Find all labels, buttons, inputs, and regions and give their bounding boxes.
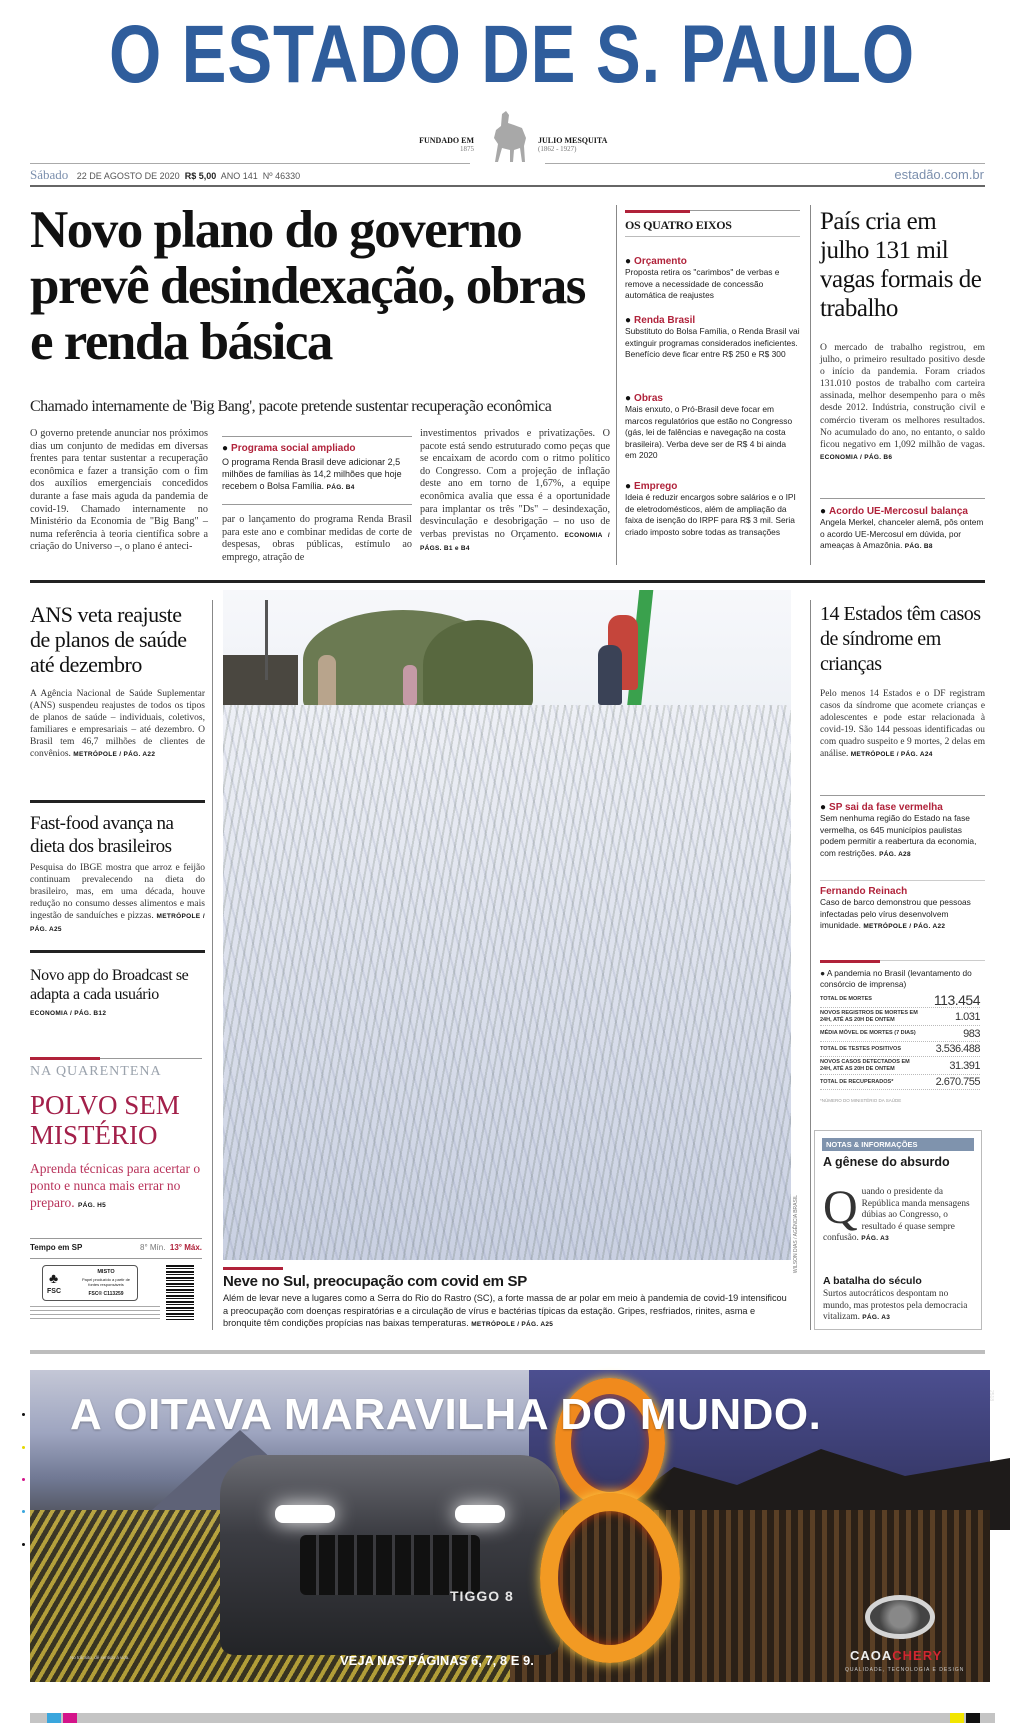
ad-code: 2518 [988, 1390, 994, 1402]
founded-info [412, 136, 474, 153]
ans-ref[interactable]: METRÓPOLE / PÁG. A22 [73, 751, 156, 758]
lead-box-text: O programa Renda Brasil deve adicionar 2,5 milhões de famílias às 14,2 milhões que hoje recebem o Bolsa Família. PÁG. B4 [222, 457, 402, 491]
vagas-headline[interactable]: País cria em julho 131 mil vagas formais de trabalho [820, 208, 982, 322]
weather [30, 1243, 202, 1252]
founder-years: (1862 - 1927) [538, 145, 577, 153]
dateline-number: Nº 46330 [262, 171, 301, 181]
lead-ref[interactable]: ECONOMIA / PÁGS. B1 e B4 [420, 531, 611, 553]
right-col-divider [810, 600, 811, 1330]
eixos-title: OS QUATRO EIXOS [625, 218, 732, 232]
lead-box-rule-top [222, 436, 412, 437]
notas2-title[interactable]: A batalha do século [823, 1275, 922, 1287]
eixo-kicker: Renda Brasil [634, 315, 696, 326]
broadcast-ref[interactable]: ECONOMIA / PÁG. B12 [30, 1010, 107, 1017]
eixos-rule-title [625, 236, 800, 237]
horseman-logo-icon [480, 110, 532, 165]
weather-label: Tempo em SP [30, 1243, 83, 1252]
dateline-date: 22 DE AGOSTO DE 2020 [76, 171, 180, 181]
lead-col2: par o lançamento do programa Renda Brasil para este ano e combinar medidas de corte de despesas, obras públicas, estímulo ao emprego, atração de [222, 514, 412, 563]
masthead-title[interactable]: O ESTADO DE S. PAULO [109, 9, 915, 100]
ad-top-rule [30, 1350, 985, 1354]
vagas-ref[interactable]: ECONOMIA / PÁG. B6 [820, 453, 893, 461]
caption-accent [223, 1267, 283, 1270]
polvo-headline[interactable]: POLVO SEM MISTÉRIO [30, 1090, 180, 1150]
left-col-divider [212, 600, 213, 1330]
barcode-icon [166, 1265, 194, 1320]
fastfood-ref[interactable]: METRÓPOLE / PÁG. A25 [30, 913, 205, 933]
weather-max: 13° Máx. [169, 1243, 202, 1252]
eixo-kicker: Emprego [634, 481, 678, 492]
notas2-text: Surtos autocráticos despontam no mundo, mas protestos pela democracia vitalizam. PÁG. A3 [823, 1289, 968, 1323]
vagas-rule [820, 498, 985, 499]
stat-row: TOTAL DE MORTES 113.454 [820, 991, 980, 1008]
tree-icon: ♣ [49, 1270, 59, 1286]
fsc-code: FSC® C113259 [88, 1291, 124, 1297]
stat-row: NOVOS REGISTROS DE MORTES EM 24H, ATÉ AS 20H DE ONTEM 1.031 [820, 1008, 980, 1026]
caption-headline[interactable]: Neve no Sul, preocupação com covid em SP [223, 1273, 527, 1290]
lead-subhead: Chamado internamente de 'Big Bang', pacote pretende sustentar recuperação econômica [30, 398, 552, 415]
ad-cta: VEJA NAS PÁGINAS 6, 7, 8 E 9. [340, 1653, 534, 1668]
snow-photo[interactable] [223, 590, 791, 1260]
ad-brand: CAOACHERY [850, 1648, 943, 1663]
pandemia-accent [820, 960, 880, 963]
sp-rule [820, 795, 985, 796]
ans-headline[interactable]: ANS veta reajuste de planos de saúde até dezembro [30, 602, 187, 677]
founded-year: 1875 [460, 145, 474, 153]
eixo-item-obras: ● Obras Mais enxuto, o Pró-Brasil deve focar em marcos regulatórios que estão no Congresso (gás, lei de falências e navegação na costa brasileira). Verba deve ser de R$ 4 bi ainda em 2020 [625, 393, 800, 462]
ans-rule [30, 800, 205, 803]
lead-box-kicker: ● Programa social ampliado [222, 443, 356, 454]
registration-mark [22, 1413, 25, 1416]
eixos-divider [616, 205, 617, 565]
dateline [30, 167, 300, 183]
eixo-text: Ideia é reduzir encargos sobre salários e o IPI de eletrodomésticos, além de ampliação da faixa de isenção do IRPF para R$ 3 mil. Seria criado imposto sobre todas as transações [625, 492, 796, 537]
registration-mark [22, 1446, 25, 1449]
vagas-brief-text: Angela Merkel, chanceler alemã, pôs ontem o acordo UE-Mercosul em dúvida, por ameaças à Amazônia. PÁG. B8 [820, 517, 984, 550]
fastfood-rule [30, 950, 205, 953]
fastfood-headline[interactable]: Fast-food avança na dieta dos brasileiros [30, 813, 174, 857]
stats-note: *NÚMERO DO MINISTÉRIO DA SAÚDE [820, 1098, 902, 1103]
caption-text: Além de levar neve a lugares como a Serra do Rio do Rastro (SC), a forte massa de ar polar em meio à pandemia de covid-19 intensificou a preocupação com doenças respiratórias e a circulação de vírus e bactérias típicas da estação. Gripes, resfriados, rinites, asma e bronquite têm condições propícias nas baixas temperaturas. METRÓPOLE / PÁG. A25 [223, 1293, 787, 1328]
chery-logo-icon [865, 1595, 935, 1639]
quarentena-accent [30, 1057, 100, 1060]
eixo-kicker: Orçamento [634, 256, 687, 267]
eixo-item-emprego: ● Emprego Ideia é reduzir encargos sobre salários e o IPI de eletrodomésticos, além de ampliação da faixa de isenção do IRPF para R$ 3 mil. Seria criado imposto sobre todas as transações [625, 481, 800, 538]
lead-box-rule-bottom [222, 504, 412, 505]
notas-box [814, 1130, 982, 1330]
sp-text: Sem nenhuma região do Estado na fase vermelha, os 645 municípios paulistas podem permitir a reabertura da economia, com restrições. PÁG. A28 [820, 813, 977, 858]
lead-box [222, 443, 412, 494]
quarentena-label: NA QUARENTENA [30, 1064, 162, 1079]
ad-slogan: QUALIDADE, TECNOLOGIA E DESIGN [845, 1667, 965, 1673]
fastfood-body: Pesquisa do IBGE mostra que arroz e feijão continuam prevalecendo na dieta do brasileiro, mas, em uma década, houve redução no consumo desses alimentos e mais ingestão de sanduíches e pizzas. METRÓPOLE / PÁG. A25 [30, 863, 205, 933]
masthead-rule-left [30, 163, 470, 164]
lead-col3: investimentos privados e privatizações. O pacote está sendo estruturado como peças que se encaixam de acordo com o ritmo político do Congresso. Com a projeção de inflação deste ano em torno de 1,67%, a equipe econômica avalia que essa é a oportunidade para implantar os três "Ds" – desindexação, desvinculação e desobrigação – no uso de verbas previstas no Orçamento. ECONOMIA / PÁGS. B1 e B4 [420, 428, 611, 553]
vagas-divider [810, 205, 811, 565]
registration-mark [22, 1543, 25, 1546]
reinach-brief [820, 886, 985, 933]
fsc-sub: Papel produzido a partir de fontes responsáveis [81, 1277, 131, 1287]
weather-rule-top [30, 1238, 202, 1239]
vagas-brief-kicker: Acordo UE-Mercosul balança [829, 506, 968, 517]
registration-mark [22, 1510, 25, 1513]
weather-min: 8° Mín. [140, 1243, 166, 1252]
section-rule [30, 580, 985, 583]
sp-kicker: SP sai da fase vermelha [829, 802, 943, 813]
ad-small-print: No trânsito, dê sentido à vida. [70, 1655, 130, 1660]
suv-image [220, 1455, 560, 1655]
sindrome-headline[interactable]: 14 Estados têm casos de síndrome em crianças [820, 603, 981, 675]
fsc-text: MISTO [97, 1269, 115, 1275]
caption-ref[interactable]: METRÓPOLE / PÁG. A25 [471, 1321, 554, 1328]
cyan-swatch [47, 1713, 61, 1723]
dateline-price: R$ 5,00 [184, 171, 217, 181]
weather-rule-bottom [30, 1258, 202, 1259]
polvo-body: Aprenda técnicas para acertar o ponto e nunca mais errar no preparo. PÁG. H5 [30, 1161, 201, 1210]
sindrome-body: Pelo menos 14 Estados e o DF registram casos da síndrome que acomete crianças e adolescentes e pode estar relacionada à covid-19. São 144 pessoas identificadas ou com quadro suspeito e 9 mortes, 2 delas em análise. METRÓPOLE / PÁG. A24 [820, 689, 985, 759]
eixo-item-orcamento: ● Orçamento Proposta retira os "carimbos" de verbas e remove a necessidade de concessão automática de reajustes [625, 256, 800, 302]
reinach-text: Caso de barco demonstrou que pessoas infectadas pelo vírus desenvolvem imunidade. METRÓPOLE / PÁG. A22 [820, 897, 971, 930]
eixos-accent [625, 210, 690, 213]
reinach-kicker: Fernando Reinach [820, 886, 908, 897]
fsc-badge [42, 1265, 138, 1301]
stat-row: MÉDIA MÓVEL DE MORTES (7 DIAS) 983 [820, 1026, 980, 1042]
ad-model: TIGGO 8 [450, 1588, 514, 1604]
masthead-rule-right [545, 163, 985, 164]
eixo-text: Substituto do Bolsa Família, o Renda Brasil vai extinguir programas considerados ineficientes. Benefício deve ficar entre R$ 250 e R$ 300 [625, 326, 800, 359]
lead-headline[interactable]: Novo plano do governo prevê desindexação, obras e renda básica [30, 201, 585, 371]
yellow-swatch [950, 1713, 964, 1723]
sindrome-ref[interactable]: METRÓPOLE / PÁG. A24 [850, 751, 933, 758]
stat-row: TOTAL DE RECUPERADOS* 2.670.755 [820, 1076, 980, 1088]
notas-band: NOTAS & INFORMAÇÕES [822, 1138, 974, 1151]
pandemia-title: ● A pandemia no Brasil (levantamento do consórcio de imprensa) [820, 968, 972, 989]
eixo-kicker: Obras [634, 393, 663, 404]
ans-body: A Agência Nacional de Saúde Suplementar (ANS) suspendeu reajustes de todos os tipos de planos de saúde – individuais, coletivos, familiares e empresariais – até dezembro. O Brasil tem 46,7 milhões de clientes de convênios. METRÓPOLE / PÁG. A22 [30, 689, 205, 759]
fine-print [30, 1306, 160, 1320]
black-swatch [966, 1713, 980, 1723]
stat-row: NOVOS CASOS DETECTADOS EM 24H, ATÉ AS 20H DE ONTEM 31.391 [820, 1057, 980, 1075]
eixo-item-renda-brasil: ● Renda Brasil Substituto do Bolsa Família, o Renda Brasil vai extinguir programas considerados ineficientes. Benefício deve ficar entre R$ 250 e R$ 300 [625, 315, 800, 359]
magenta-swatch [63, 1713, 77, 1723]
reinach-rule [820, 880, 985, 881]
ad-title: A OITAVA MARAVILHA DO MUNDO. [70, 1390, 822, 1439]
dateline-rule [30, 185, 985, 187]
dateline-year: ANO 141 [220, 171, 258, 181]
lead-col1: O governo pretende anunciar nos próximos dias um conjunto de medidas em diversas frentes para tentar sustentar a recuperação econômica e fazer a transição com o fim dos auxílios emergenciais concedidos durante a fase mais aguda da pandemia de covid-19. Chamado internamente no Ministério da Economia de "Big Bang" – numa referência à teoria científica sobre a criação do Universo –, o plano é anteci- [30, 428, 208, 553]
founder-name: JULIO MESQUITA [538, 136, 608, 145]
photo-credit: WILSON DIAS / AGÊNCIA BRASIL [793, 1195, 799, 1274]
registration-mark [22, 1478, 25, 1481]
pandemia-stats [820, 992, 980, 1092]
eixo-text: Mais enxuto, o Pró-Brasil deve focar em marcos regulatórios que estão no Congresso (gás, lei de falências e navegação na costa brasileira). Verba deve ser de R$ 4 bi ainda em 2020 [625, 404, 793, 460]
eixo-text: Proposta retira os "carimbos" de verbas e remove a necessidade de concessão automática de reajustes [625, 267, 780, 300]
dropcap: Q [823, 1181, 858, 1234]
stat-row: TOTAL DE TESTES POSITIVOS 3.536.488 [820, 1043, 980, 1055]
car-advertisement[interactable] [30, 1370, 994, 1682]
founder-info [538, 136, 618, 153]
notas1-text: Quando o presidente da República manda mensagens dúbias ao Congresso, o resultado é quase sempre confusão. PÁG. A3 [823, 1181, 970, 1244]
notas1-title[interactable]: A gênese do absurdo [823, 1155, 950, 1169]
vagas-body: O mercado de trabalho registrou, em julho, o primeiro resultado positivo desde o início da pandemia. Foram criados 131.010 postos de trabalho com carteira assinada, melhor desempenho para o mês desde 2012. Indústria, construção civil e comércio tiveram os melhores resultados. No acumulado do ano, no entanto, o saldo ficou negativo em 1,092 milhão de vagas. ECONOMIA / PÁG. B6 [820, 342, 985, 461]
polvo-ref[interactable]: PÁG. H5 [77, 1202, 107, 1209]
sp-brief: ● SP sai da fase vermelha Sem nenhuma região do Estado na fase vermelha, os 645 municípios paulistas podem permitir a reabertura da economia, com restrições. PÁG. A28 [820, 802, 985, 860]
dateline-day: Sábado [30, 167, 69, 182]
founded-label: FUNDADO EM [419, 136, 474, 145]
broadcast-headline[interactable]: Novo app do Broadcast se adapta a cada usuário [30, 967, 189, 1003]
print-color-bar [30, 1713, 995, 1723]
fsc-label: FSC [47, 1288, 61, 1295]
vagas-brief: ● Acordo UE-Mercosul balança Angela Merkel, chanceler alemã, pôs ontem o acordo UE-Mercosul em dúvida, por ameaças à Amazônia. PÁG. B8 [820, 506, 985, 553]
website-link[interactable]: estadão.com.br [894, 167, 984, 182]
